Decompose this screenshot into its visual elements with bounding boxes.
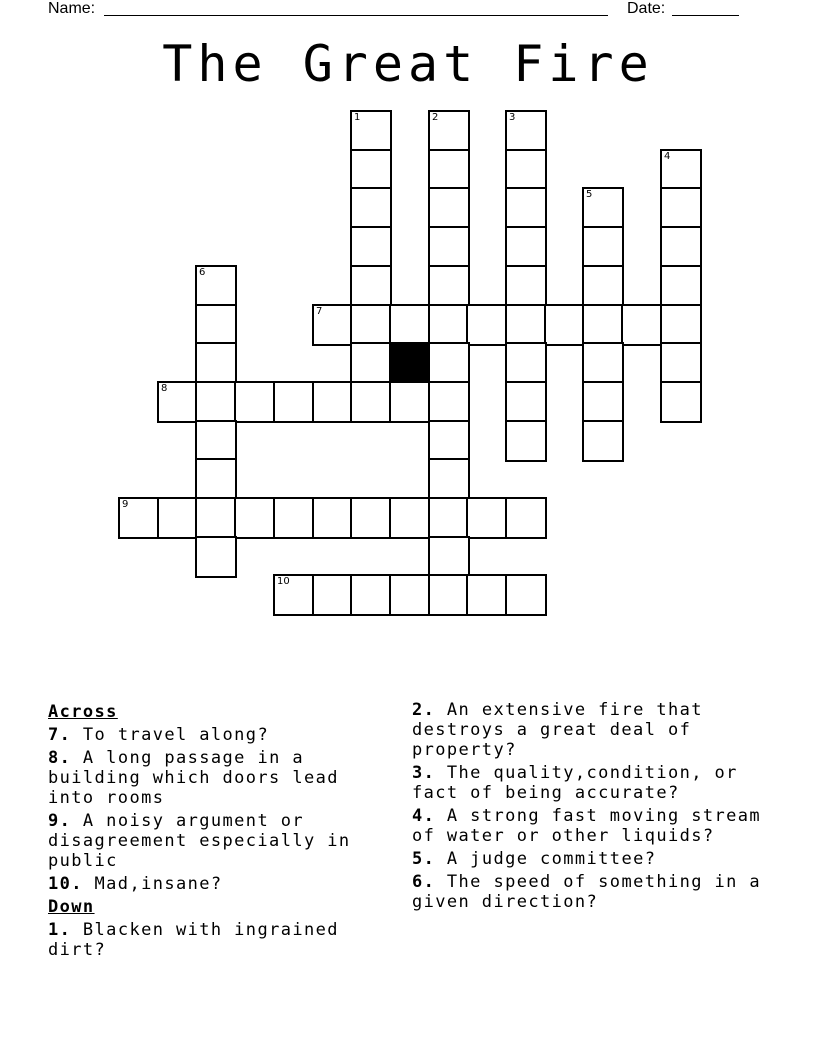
- date-label: Date:: [627, 0, 666, 17]
- crossword-cell[interactable]: [428, 187, 470, 229]
- crossword-cell[interactable]: [350, 342, 392, 384]
- down-clue-list-continued: [412, 700, 762, 912]
- clue-text: A long passage in a building which doors lead into rooms: [48, 748, 339, 808]
- crossword-cell[interactable]: [195, 536, 237, 578]
- crossword-cell[interactable]: [195, 304, 237, 346]
- crossword-cell[interactable]: [466, 574, 508, 616]
- crossword-cell[interactable]: [389, 304, 431, 346]
- crossword-cell[interactable]: [582, 265, 624, 307]
- crossword-cell[interactable]: [505, 420, 547, 462]
- crossword-cell[interactable]: [350, 226, 392, 268]
- clue-text: A strong fast moving stream of water or other liquids?: [412, 806, 762, 846]
- clue-number: 6: [199, 267, 206, 278]
- crossword-cell[interactable]: [312, 497, 354, 539]
- crossword-cell[interactable]: [428, 265, 470, 307]
- crossword-cell[interactable]: [195, 497, 237, 539]
- crossword-cell[interactable]: [234, 497, 276, 539]
- clue-text: The quality,condition, or fact of being accurate?: [412, 763, 738, 803]
- crossword-cell[interactable]: [660, 304, 702, 346]
- crossword-cell[interactable]: [350, 497, 392, 539]
- crossword-cell[interactable]: [505, 226, 547, 268]
- crossword-cell[interactable]: [234, 381, 276, 423]
- clue-number: 8: [161, 383, 168, 394]
- crossword-cell[interactable]: [660, 381, 702, 423]
- crossword-cell[interactable]: [157, 381, 199, 423]
- crossword-cell[interactable]: [505, 497, 547, 539]
- crossword-cell[interactable]: [660, 149, 702, 191]
- down-heading: Down: [48, 897, 95, 917]
- clue-item: [412, 806, 762, 846]
- crossword-cell[interactable]: [428, 497, 470, 539]
- crossword-cell[interactable]: [389, 381, 431, 423]
- clue-number: 4: [664, 151, 671, 162]
- crossword-cell[interactable]: [389, 497, 431, 539]
- clue-number-label: 6.: [412, 872, 436, 892]
- crossword-cell[interactable]: [350, 574, 392, 616]
- crossword-cell[interactable]: [544, 304, 586, 346]
- crossword-cell[interactable]: [505, 187, 547, 229]
- crossword-cell[interactable]: [118, 497, 160, 539]
- crossword-cell[interactable]: [195, 342, 237, 384]
- clue-text: An extensive fire that destroys a great deal of property?: [412, 700, 703, 760]
- clue-item: [412, 700, 762, 760]
- clue-number-label: 5.: [412, 849, 436, 869]
- crossword-cell[interactable]: [505, 381, 547, 423]
- clue-number-label: 3.: [412, 763, 436, 783]
- clue-text: Mad,insane?: [82, 874, 223, 894]
- crossword-cell[interactable]: [505, 265, 547, 307]
- crossword-cell[interactable]: [466, 304, 508, 346]
- crossword-cell[interactable]: [505, 342, 547, 384]
- crossword-cell[interactable]: [466, 497, 508, 539]
- clue-item: [48, 920, 378, 960]
- clue-number: 3: [509, 112, 516, 123]
- clue-item: [412, 763, 762, 803]
- crossword-cell[interactable]: [660, 342, 702, 384]
- clue-item: [48, 811, 378, 871]
- crossword-cell[interactable]: [582, 381, 624, 423]
- crossword-cell[interactable]: [428, 536, 470, 578]
- crossword-cell[interactable]: [428, 342, 470, 384]
- crossword-cell[interactable]: [428, 110, 470, 152]
- crossword-cell[interactable]: [350, 110, 392, 152]
- clue-item: [48, 725, 378, 745]
- crossword-cell[interactable]: [428, 149, 470, 191]
- crossword-cell[interactable]: [273, 381, 315, 423]
- crossword-cell[interactable]: [621, 304, 663, 346]
- clue-text: A judge committee?: [435, 849, 657, 869]
- crossword-cell[interactable]: [273, 497, 315, 539]
- crossword-cell[interactable]: [195, 265, 237, 307]
- blocked-cell: [389, 342, 431, 384]
- clue-number: 7: [316, 306, 323, 317]
- crossword-cell[interactable]: [505, 149, 547, 191]
- clue-number: 9: [122, 499, 129, 510]
- crossword-cell[interactable]: [428, 226, 470, 268]
- crossword-cell[interactable]: [195, 381, 237, 423]
- crossword-cell[interactable]: [350, 381, 392, 423]
- clue-number: 5: [586, 189, 593, 200]
- clue-item: [48, 748, 378, 808]
- clue-number-label: 10.: [48, 874, 83, 894]
- clue-text: A noisy argument or disagreement especially in public: [48, 811, 351, 871]
- clue-number-label: 2.: [412, 700, 436, 720]
- crossword-cell[interactable]: [428, 458, 470, 500]
- crossword-cell[interactable]: [505, 574, 547, 616]
- crossword-cell[interactable]: [428, 304, 470, 346]
- clue-text: Blacken with ingrained dirt?: [48, 920, 339, 960]
- crossword-cell[interactable]: [273, 574, 315, 616]
- down-clue-list: [48, 920, 378, 960]
- crossword-cell[interactable]: [195, 420, 237, 462]
- crossword-cell[interactable]: [660, 265, 702, 307]
- clue-number-label: 7.: [48, 725, 72, 745]
- page-title: The Great Fire: [162, 35, 654, 93]
- clue-number-label: 1.: [48, 920, 72, 940]
- across-clue-list: [48, 725, 378, 894]
- crossword-cell[interactable]: [428, 420, 470, 462]
- clue-item: [48, 874, 378, 894]
- clue-number-label: 8.: [48, 748, 72, 768]
- crossword-cell[interactable]: [312, 574, 354, 616]
- crossword-cell[interactable]: [428, 574, 470, 616]
- crossword-cell[interactable]: [582, 420, 624, 462]
- clue-number: 10: [277, 576, 290, 587]
- crossword-cell[interactable]: [505, 304, 547, 346]
- crossword-cell[interactable]: [582, 304, 624, 346]
- across-heading: Across: [48, 702, 118, 722]
- crossword-cell[interactable]: [582, 226, 624, 268]
- crossword-cell[interactable]: [350, 187, 392, 229]
- crossword-cell[interactable]: [582, 342, 624, 384]
- crossword-cell[interactable]: [195, 458, 237, 500]
- clues-left-column: [48, 700, 378, 963]
- crossword-cell[interactable]: [582, 187, 624, 229]
- clue-item: [412, 849, 762, 869]
- clue-number: 1: [354, 112, 361, 123]
- clue-number-label: 4.: [412, 806, 436, 826]
- crossword-cell[interactable]: [312, 304, 354, 346]
- crossword-cell[interactable]: [660, 187, 702, 229]
- clue-text: To travel along?: [71, 725, 270, 745]
- clue-text: The speed of something in a given direction?: [412, 872, 762, 912]
- crossword-cell[interactable]: [157, 497, 199, 539]
- crossword-cell[interactable]: [389, 574, 431, 616]
- crossword-cell[interactable]: [428, 381, 470, 423]
- crossword-cell[interactable]: [505, 110, 547, 152]
- crossword-cell[interactable]: [350, 265, 392, 307]
- crossword-cell[interactable]: [350, 149, 392, 191]
- clues-right-column: [412, 700, 762, 915]
- clue-number-label: 9.: [48, 811, 72, 831]
- crossword-cell[interactable]: [312, 381, 354, 423]
- clue-number: 2: [432, 112, 439, 123]
- crossword-cell[interactable]: [350, 304, 392, 346]
- clue-item: [412, 872, 762, 912]
- crossword-cell[interactable]: [660, 226, 702, 268]
- name-label: Name:: [48, 0, 96, 17]
